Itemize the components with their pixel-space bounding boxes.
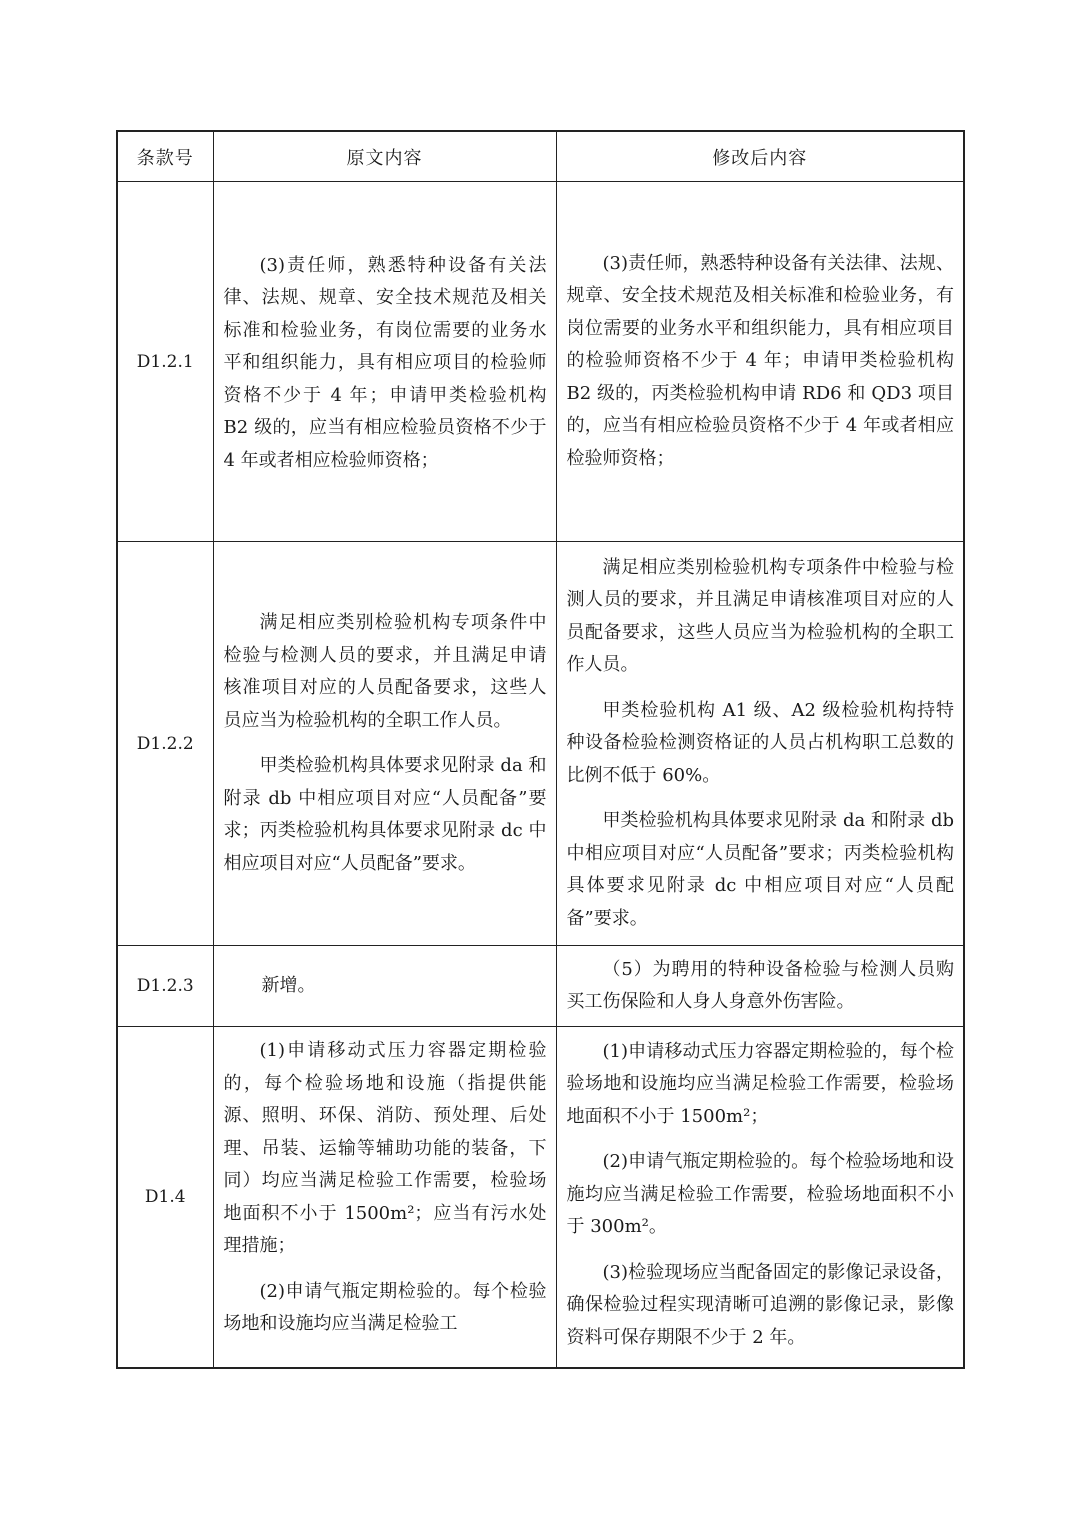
- revised-paragraph: (2)申请气瓶定期检验的。每个检验场地和设施均应当满足检验工作需要，检验场地面积不小于 300m²。: [566, 1151, 954, 1237]
- original-paragraph: 新增。: [261, 974, 316, 996]
- comparison-table: [116, 130, 965, 1369]
- original-paragraph: (2)申请气瓶定期检验的。每个检验场地和设施均应当满足检验工: [223, 1280, 547, 1334]
- revised-paragraph: （5）为聘用的特种设备检验与检测人员购买工伤保险和人身人身意外伤害险。: [566, 958, 954, 1012]
- revised-cell: [556, 1027, 964, 1368]
- clause-cell: D1.4: [117, 1027, 213, 1368]
- header-clause: 条款号: [117, 131, 213, 182]
- original-cell: [213, 542, 556, 946]
- table-row: [117, 1027, 964, 1368]
- revised-paragraph: 甲类检验机构 A1 级、A2 级检验机构持特种设备检验检测资格证的人员占机构职工总数的比例不低于 60%。: [566, 699, 954, 786]
- revised-paragraph: (3)责任师，熟悉特种设备有关法律、法规、规章、安全技术规范及相关标准和检验业务，有岗位需要的业务水平和组织能力，具有相应项目的检验师资格不少于 4 年；申请甲类检验机构 B2 级的，丙类检验机构申请 RD6 和 QD3 项目的，应当有相应检验员资格不少于 4 年或者相应检验师资格；: [566, 252, 954, 469]
- header-original: 原文内容: [213, 131, 556, 182]
- revised-paragraph: 满足相应类别检验机构专项条件中检验与检测人员的要求，并且满足申请核准项目对应的人员配备要求，这些人员应当为检验机构的全职工作人员。: [566, 556, 954, 676]
- original-paragraph: (3)责任师，熟悉特种设备有关法律、法规、规章、安全技术规范及相关标准和检验业务，有岗位需要的业务水平和组织能力，具有相应项目的检验师资格不少于 4 年；申请甲类检验机构 B2 级的，应当有相应检验员资格不少于 4 年或者相应检验师资格；: [223, 254, 547, 471]
- table-row: [117, 542, 964, 946]
- revised-cell: [556, 946, 964, 1027]
- table-row: [117, 946, 964, 1027]
- original-paragraph: (1)申请移动式压力容器定期检验的，每个检验场地和设施（指提供能源、照明、环保、消防、预处理、后处理、吊装、运输等辅助功能的装备，下同）均应当满足检验工作需要，检验场地面积不小于 1500m²；应当有污水处理措施；: [223, 1040, 547, 1256]
- original-cell: [213, 1027, 556, 1368]
- table-row: [117, 182, 964, 542]
- revised-cell: [556, 542, 964, 946]
- clause-cell: D1.2.1: [117, 182, 213, 542]
- header-row: [117, 131, 964, 182]
- original-paragraph: 满足相应类别检验机构专项条件中检验与检测人员的要求，并且满足申请核准项目对应的人员配备要求，这些人员应当为检验机构的全职工作人员。: [223, 612, 547, 731]
- revised-paragraph: (3)检验现场应当配备固定的影像记录设备，确保检验过程实现清晰可追溯的影像记录，影像资料可保存期限不少于 2 年。: [566, 1261, 954, 1348]
- original-cell: [213, 182, 556, 542]
- revised-paragraph: (1)申请移动式压力容器定期检验的，每个检验场地和设施均应当满足检验工作需要，检验场地面积不小于 1500m²；: [566, 1040, 954, 1127]
- clause-cell: D1.2.3: [117, 946, 213, 1027]
- original-cell: [213, 946, 556, 1027]
- revised-paragraph: 甲类检验机构具体要求见附录 da 和附录 db 中相应项目对应“人员配备”要求；丙类检验机构具体要求见附录 dc 中相应项目对应“人员配备”要求。: [566, 810, 954, 929]
- header-revised: 修改后内容: [556, 131, 964, 182]
- original-paragraph: 甲类检验机构具体要求见附录 da 和附录 db 中相应项目对应“人员配备”要求；丙类检验机构具体要求见附录 dc 中相应项目对应“人员配备”要求。: [223, 755, 547, 874]
- clause-cell: D1.2.2: [117, 542, 213, 946]
- revised-cell: [556, 182, 964, 542]
